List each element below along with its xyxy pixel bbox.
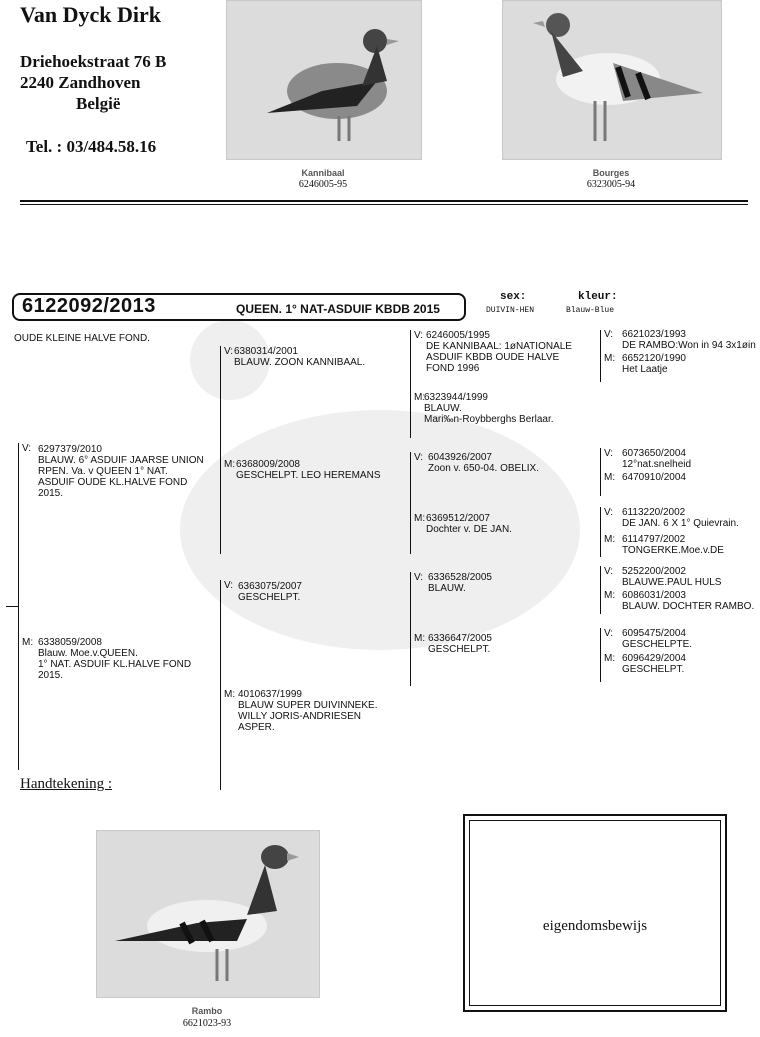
photo-rambo: [96, 830, 320, 998]
gen4-bracket-5: [600, 628, 601, 682]
gen4-bracket-4: [600, 566, 601, 614]
caption-rambo-name: Rambo: [191, 1006, 223, 1016]
owner-phone: Tel. : 03/484.58.16: [26, 137, 157, 156]
gen4-f: 6114797/2002 TONGERKE.Moe.v.DE: [622, 534, 724, 556]
gen3-f-tag: M:: [414, 633, 426, 644]
gen4-i-tag: V:: [604, 628, 614, 639]
gen4-f-tag: M:: [604, 534, 616, 545]
gen4-b: 6652120/1990 Het Laatje: [622, 353, 686, 375]
caption-rambo-ring: 6621023-93: [182, 1018, 232, 1029]
pigeon-icon: [97, 831, 319, 997]
gen3-e: 6336528/2005 BLAUW.: [428, 572, 492, 594]
gen1-father-tag: V:: [22, 443, 32, 454]
gen4-g-tag: V:: [604, 566, 614, 577]
gen3-bracket-c: [410, 452, 411, 554]
gen4-e-tag: V:: [604, 507, 614, 518]
pigeon-icon: [227, 1, 421, 159]
header-divider: [20, 200, 748, 202]
gen4-c-tag: V:: [604, 448, 614, 459]
color-value: Blauw-Blue: [566, 306, 615, 315]
gen2-fm: 6368009/2008 GESCHELPT. LEO HEREMANS: [236, 459, 381, 481]
gen3-b-tag: M:: [414, 392, 426, 403]
gen3-d: 6369512/2007 Dochter v. DE JAN.: [426, 513, 512, 535]
sex-label: sex:: [500, 291, 527, 303]
gen4-i: 6095475/2004 GESCHELPTE.: [622, 628, 693, 650]
gen2-ff: 6380314/2001 BLAUW. ZOON KANNIBAAL.: [234, 346, 366, 368]
certificate-label: eigendomsbewijs: [542, 918, 648, 934]
pigeon-icon: [503, 1, 721, 159]
gen2-ff-tag: V:: [224, 346, 234, 357]
gen4-e: 6113220/2002 DE JAN. 6 X 1° Quievrain.: [622, 507, 739, 529]
signature-label: Handtekening :: [20, 776, 113, 792]
gen4-bracket-3: [600, 507, 601, 557]
caption-bourges-ring: 6323005-94: [586, 179, 636, 190]
owner-country: België: [76, 94, 121, 113]
certificate-box: [463, 814, 727, 1012]
gen2-bracket-father: [220, 346, 221, 554]
sex-value: DUIVIN-HEN: [486, 306, 535, 315]
gen1-mother: 6338059/2008 Blauw. Moe.v.QUEEN. 1° NAT. ASDUIF KL.HALVE FOND 2015.: [38, 637, 192, 681]
gen2-mm-tag: M:: [224, 689, 236, 700]
caption-bourges-name: Bourges: [592, 168, 630, 178]
gen4-b-tag: M:: [604, 353, 616, 364]
gen4-g: 5252200/2002 BLAUWE.PAUL HULS: [622, 566, 722, 588]
gen4-j: 6096429/2004 GESCHELPT.: [622, 653, 686, 675]
color-label: kleur:: [578, 291, 618, 303]
caption-kannibaal-ring: 6246005-95: [298, 179, 348, 190]
gen4-h-tag: M:: [604, 590, 616, 601]
gen4-d-tag: M:: [604, 472, 616, 483]
gen1-father: 6297379/2010 BLAUW. 6° ASDUIF JAARSE UNION RPEN. Va. v QUEEN 1° NAT. ASDUIF OUDE KL.HALVE FOND 2015.: [38, 444, 204, 499]
gen3-c: 6043926/2007 Zoon v. 650-04. OBELIX.: [428, 452, 539, 474]
gen2-fm-tag: M:: [224, 459, 236, 470]
gen3-c-tag: V:: [414, 452, 424, 463]
gen1-mother-tag: M:: [22, 637, 34, 648]
gen3-d-tag: M:: [414, 513, 426, 524]
pedigree-subtitle: OUDE KLEINE HALVE FOND.: [14, 333, 150, 344]
gen3-b: 6323944/1999 BLAUW. Mari‰n-Roybberghs Berlaar.: [424, 392, 554, 425]
gen4-d: 6470910/2004: [622, 472, 686, 483]
gen4-j-tag: M:: [604, 653, 616, 664]
header-divider-thin: [20, 204, 748, 205]
gen1-bracket: [18, 443, 19, 770]
owner-name: Van Dyck Dirk: [20, 2, 161, 27]
gen4-a-tag: V:: [604, 329, 614, 340]
certificate-inner-border: [469, 820, 721, 1006]
photo-bourges: [502, 0, 722, 160]
gen4-c: 6073650/2004 12°nat.snelheid: [622, 448, 692, 470]
gen4-bracket-2: [600, 448, 601, 496]
owner-city: 2240 Zandhoven: [20, 73, 141, 92]
ring-number: 6122092/2013: [22, 295, 156, 317]
pedigree-title: QUEEN. 1° NAT-ASDUIF KBDB 2015: [236, 302, 440, 316]
gen2-mf-tag: V:: [224, 580, 234, 591]
gen3-bracket-e: [410, 572, 411, 686]
gen3-bracket-a: [410, 330, 411, 438]
gen3-a: 6246005/1995 DE KANNIBAAL: 1øNATIONALE ASDUIF KBDB OUDE HALVE FOND 1996: [426, 330, 572, 374]
gen2-mf: 6363075/2007 GESCHELPT.: [238, 581, 302, 603]
gen2-mm: 4010637/1999 BLAUW SUPER DUIVINNEKE. WILLY JORIS-ANDRIESEN ASPER.: [238, 689, 378, 733]
gen4-a: 6621023/1993 DE RAMBO:Won in 94 3x1øin: [622, 329, 756, 351]
caption-kannibaal-name: Kannibaal: [301, 168, 345, 178]
photo-kannibaal: [226, 0, 422, 160]
gen2-bracket-mother: [220, 580, 221, 790]
subject-connector: [6, 606, 18, 607]
gen3-f: 6336647/2005 GESCHELPT.: [428, 633, 492, 655]
gen4-bracket-1: [600, 330, 601, 382]
gen3-a-tag: V:: [414, 330, 424, 341]
owner-street: Driehoekstraat 76 B: [20, 52, 167, 71]
gen4-h: 6086031/2003 BLAUW. DOCHTER RAMBO.: [622, 590, 755, 612]
gen3-e-tag: V:: [414, 572, 424, 583]
